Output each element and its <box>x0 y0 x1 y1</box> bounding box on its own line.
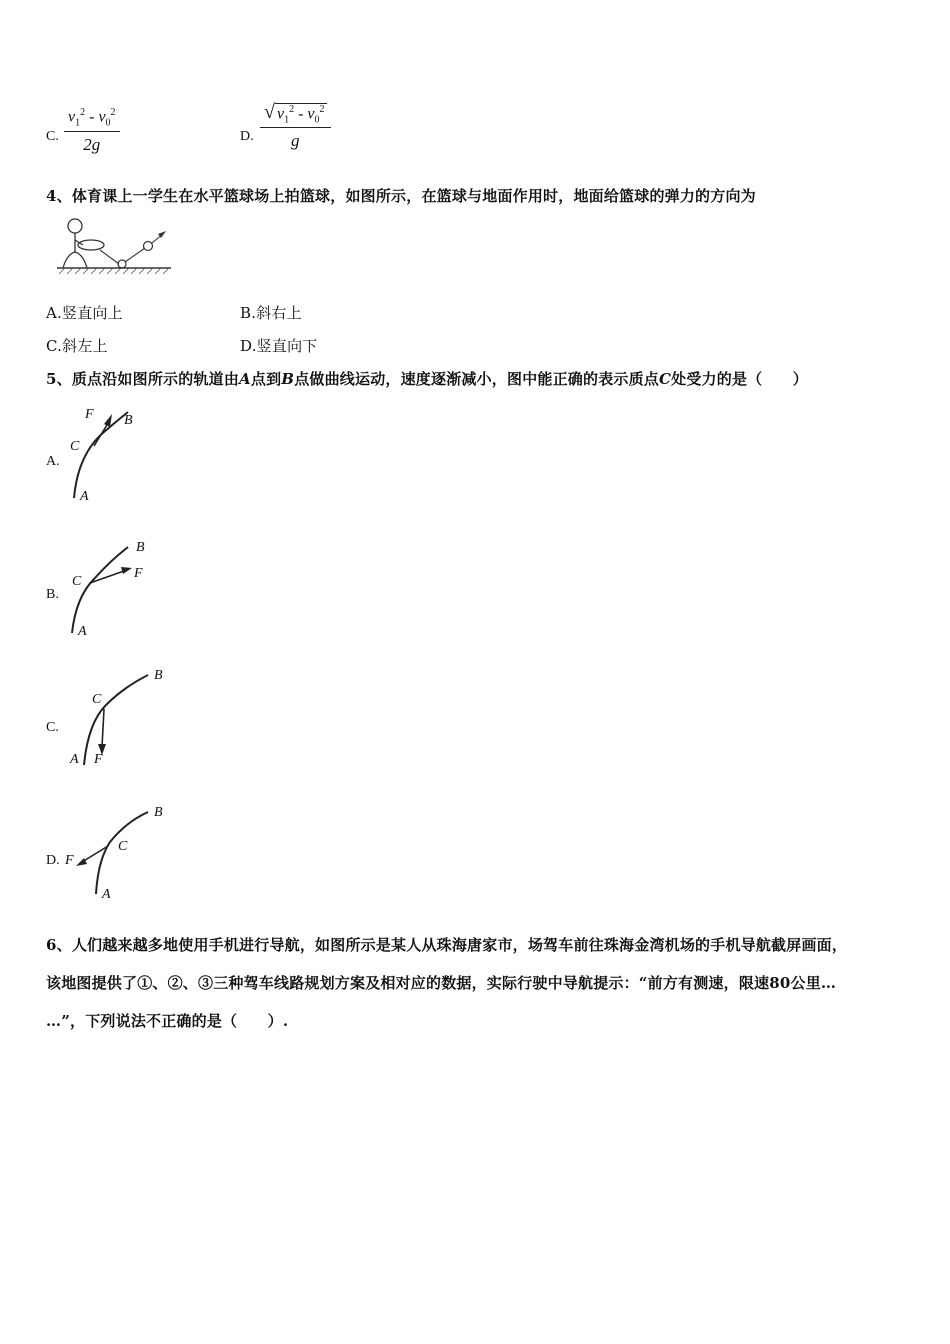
q4-stem: 4、体育课上一学生在水平篮球场上拍篮球，如图所示，在篮球与地面作用时，地面给篮球的弹力的方向为 <box>46 187 756 205</box>
q5-option-c-label: C. <box>46 720 59 735</box>
basketball-figure <box>55 212 175 278</box>
svg-text:B: B <box>154 805 163 820</box>
q3-option-c-label: C. <box>46 129 59 144</box>
q5-figure-c <box>62 665 172 773</box>
svg-text:A: A <box>78 624 87 637</box>
q6-stem-line3: …”，下列说法不正确的是（ ）. <box>46 1012 289 1030</box>
q5-option-b-label: B. <box>46 587 59 602</box>
svg-text:F: F <box>65 853 74 868</box>
q4-option-d: D.竖直向下 <box>240 337 318 355</box>
q5-figure-d <box>62 802 172 902</box>
svg-text:C: C <box>72 574 82 589</box>
svg-text:B: B <box>124 413 133 428</box>
svg-text:B: B <box>136 540 145 555</box>
q3-option-c-formula: $\frac{v_1^2 - v_0^2}{2g}$ <box>64 107 120 155</box>
q6-stem-line2: 该地图提供了①、②、③三种驾车线路规划方案及相对应的数据，实际行驶中导航提示：“前方有测速，限速80公里… <box>46 974 837 992</box>
q4-option-c: C.斜左上 <box>46 337 108 355</box>
svg-text:C: C <box>118 839 128 854</box>
q3-option-d-label: D. <box>240 129 254 144</box>
svg-text:C: C <box>92 692 102 707</box>
q5-figure-b <box>62 535 157 637</box>
q3-option-d-formula: $\frac{√ v_1^2 - v_0^2}{g}$ <box>260 101 331 151</box>
q4-option-a: A.竖直向上 <box>46 304 123 322</box>
q6-stem-line1: 6、人们越来越多地使用手机进行导航，如图所示是某人从珠海唐家市，场驾车前往珠海金湾机场的手机导航截屏画面， <box>46 936 848 954</box>
svg-text:F: F <box>134 566 143 581</box>
svg-text:F: F <box>85 407 94 422</box>
svg-text:B: B <box>154 668 163 683</box>
q5-option-d-label: D. <box>46 853 60 868</box>
svg-text:A: A <box>70 752 79 767</box>
svg-text:F: F <box>94 752 103 767</box>
svg-text:C: C <box>70 439 80 454</box>
svg-text:A: A <box>102 887 111 902</box>
q5-stem: 5、质点沿如图所示的轨道由A点到B点做曲线运动，速度逐渐减小，图中能正确的表示质点C处受力的是（ ） <box>46 370 808 388</box>
q5-option-a-label: A. <box>46 454 60 469</box>
q5-figure-a <box>62 402 142 504</box>
q4-option-b: B.斜右上 <box>240 304 302 322</box>
svg-text:A: A <box>80 489 89 504</box>
